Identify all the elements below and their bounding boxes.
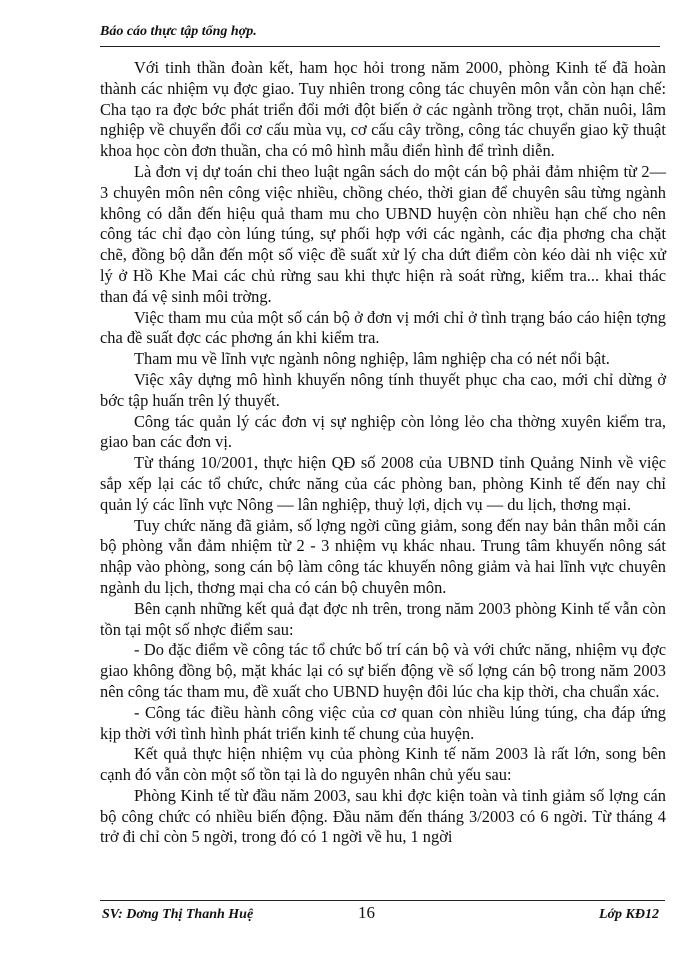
list-item: - Do đặc điểm về công tác tổ chức bố trí cán bộ và với chức năng, nhiệm vụ đợc giao không đồng bộ, mặt khác lại có sự biến động về số lợng cán bộ trong năm 2003 nên công tác tham mu, đề xuất cho UBND huyện đôi lúc cha kịp thời, cha chuẩn xác.	[100, 640, 666, 701]
page-number: 16	[358, 903, 375, 922]
page-header	[100, 20, 660, 47]
paragraph: Là đơn vị dự toán chi theo luật ngân sách do một cán bộ phải đảm nhiệm từ 2— 3 chuyên môn nên công việc nhiều, chồng chéo, thời gian để chuyên sâu từng ngành không có dẫn đến hiệu quả tham mu cho UBND huyện còn nhiều hạn chế cho nên công tác chỉ đạo còn lúng túng, sự phối hợp với các ngành, các địa phơng cha chặt chẽ, đồng bộ dẫn đến một số việc đề suất xử lý cha dứt điểm còn kéo dài nh việc xử lý ở Hồ Khe Mai các chủ rừng sau khi thực hiện rà soát rừng, kiểm tra... khai thác than đá vệ sinh môi trờng.	[100, 161, 666, 306]
paragraph: Tham mu về lĩnh vực ngành nông nghiệp, lâm nghiệp cha có nét nổi bật.	[134, 349, 610, 369]
page-footer	[100, 900, 665, 927]
footer-author: SV: Dơng Thị Thanh Huệ	[102, 907, 254, 922]
paragraph: Công tác quản lý các đơn vị sự nghiệp còn lỏng lẻo cha thờng xuyên kiểm tra, giao ban các đơn vị.	[100, 411, 666, 452]
list-item: - Công tác điều hành công việc của cơ quan còn nhiều lúng túng, cha đáp ứng kịp thời với tình hình phát triển kinh tế chung của huyện.	[100, 702, 666, 743]
paragraph: Từ tháng 10/2001, thực hiện QĐ số 2008 của UBND tỉnh Quảng Ninh về việc sắp xếp lại các tổ chức, chức năng của các phòng ban, phòng Kinh tế đến nay chỉ quản lý các lĩnh vực Nông — lân nghiệp, thuỷ lợi, dịch vụ — du lịch, thơng mại.	[100, 453, 666, 514]
paragraph: Bên cạnh những kết quả đạt đợc nh trên, trong năm 2003 phòng Kinh tế vẫn còn tồn tại một số nhợc điểm sau:	[100, 598, 666, 639]
paragraph: Việc xây dựng mô hình khuyến nông tính thuyết phục cha cao, mới chỉ dừng ở bớc tập huấn trên lý thuyết.	[100, 369, 666, 410]
header-title: Báo cáo thực tập tổng hợp.	[100, 24, 257, 39]
paragraph: Tuy chức năng đã giảm, số lợng ngời cũng giảm, song đến nay bản thân mỗi cán bộ phòng vẫn đảm nhiệm từ 2 - 3 nhiệm vụ khác nhau. Trung tâm khuyến nông sát nhập vào phòng, song cán bộ làm công tác khuyến nông giảm và hai lĩnh vực chuyên ngành du lịch, thơng mại cha có cán bộ chuyên môn.	[100, 515, 666, 597]
paragraph: Phòng Kinh tế từ đầu năm 2003, sau khi đợc kiện toàn và tinh giảm số lợng cán bộ công chức có nhiều biến động. Đầu năm đến tháng 3/2003 có 6 ngời. Từ tháng 4 trở đi chỉ còn 5 ngời, trong đó có 1 ngời về hu, 1 ngời	[100, 785, 666, 847]
footer-class-label: Lớp KĐ12	[598, 907, 659, 922]
report-body	[100, 58, 666, 848]
paragraph: Việc tham mu của một số cán bộ ở đơn vị mới chỉ ở tình trạng báo cáo hiện tợng cha đề suất đợc các phơng án khi kiểm tra.	[100, 307, 666, 348]
paragraph: Kết quả thực hiện nhiệm vụ của phòng Kinh tế năm 2003 là rất lớn, song bên cạnh đó vẫn còn một số tồn tại là do nguyên nhân chủ yếu sau:	[100, 744, 666, 785]
paragraph: Với tinh thần đoàn kết, ham học hỏi trong năm 2000, phòng Kinh tế đã hoàn thành các nhiệm vụ đợc giao. Tuy nhiên trong công tác chuyên môn vẫn còn hạn chế: Cha tạo ra đợc bớc phát triển đổi mới đột biến ở các ngành trồng trọt, chăn nuôi, lâm nghiệp về chuyển đổi cơ cấu mùa vụ, cơ cấu cây trồng, công tác chuyển giao kỹ thuật khoa học còn đơn thuần, cha có mô hình mẫu điển hình để trình diễn.	[100, 58, 666, 161]
